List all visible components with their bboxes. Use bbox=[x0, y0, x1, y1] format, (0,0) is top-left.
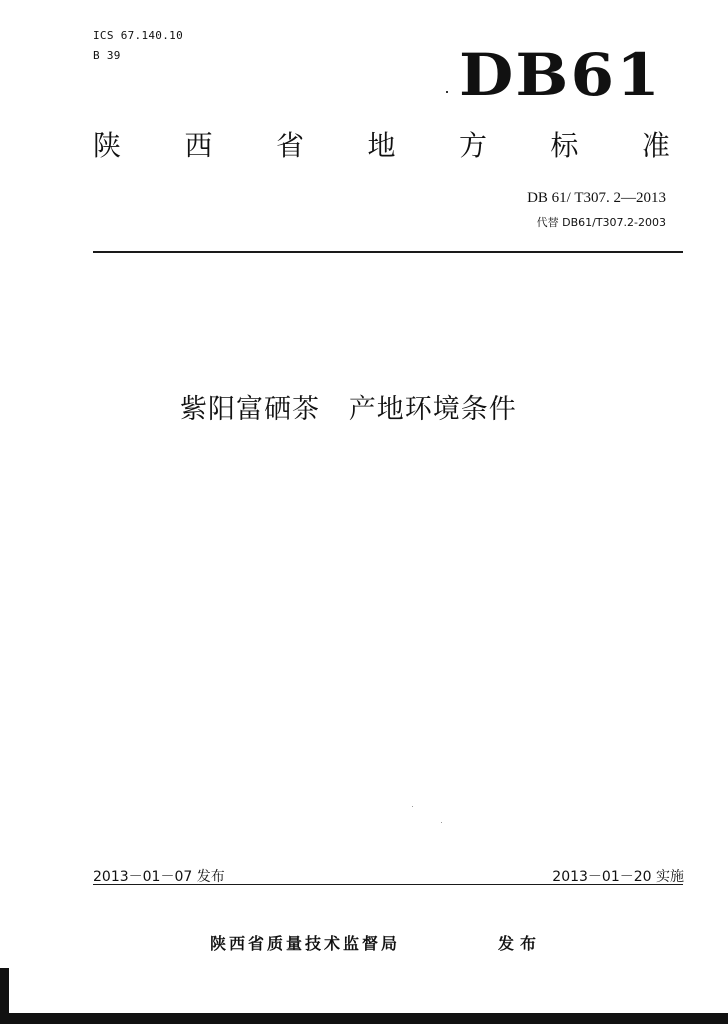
footer-divider bbox=[93, 884, 683, 885]
classification-code: B 39 bbox=[93, 49, 121, 62]
standard-type-char: 地 bbox=[367, 129, 396, 162]
scan-speck bbox=[441, 822, 442, 823]
standard-number: DB 61/ T307. 2—2013 bbox=[527, 190, 666, 206]
scan-edge-bottom bbox=[0, 1013, 728, 1024]
document-title: 紫阳富硒茶 产地环境条件 bbox=[180, 394, 517, 425]
standard-type-char: 西 bbox=[184, 129, 213, 162]
standard-type-char: 陕 bbox=[93, 129, 122, 162]
ics-code: ICS 67.140.10 bbox=[93, 29, 183, 42]
issuing-authority: 陕西省质量技术监督局 bbox=[210, 934, 401, 953]
scan-speck bbox=[412, 806, 413, 807]
header-divider bbox=[93, 251, 683, 253]
issue-label: 发布 bbox=[498, 934, 543, 953]
standard-type-char: 准 bbox=[641, 129, 670, 162]
db-logo: DB61 bbox=[458, 41, 662, 109]
standard-type-char: 方 bbox=[458, 129, 487, 162]
scan-dot bbox=[446, 91, 448, 93]
standard-type-heading bbox=[93, 129, 670, 162]
publish-date: 2013－01－07 发布 bbox=[93, 869, 225, 885]
implementation-date: 2013－01－20 实施 bbox=[552, 869, 684, 885]
standard-type-char: 标 bbox=[550, 129, 579, 162]
replaces-standard: 代替 DB61/T307.2-2003 bbox=[536, 216, 666, 229]
standard-type-char: 省 bbox=[275, 129, 304, 162]
